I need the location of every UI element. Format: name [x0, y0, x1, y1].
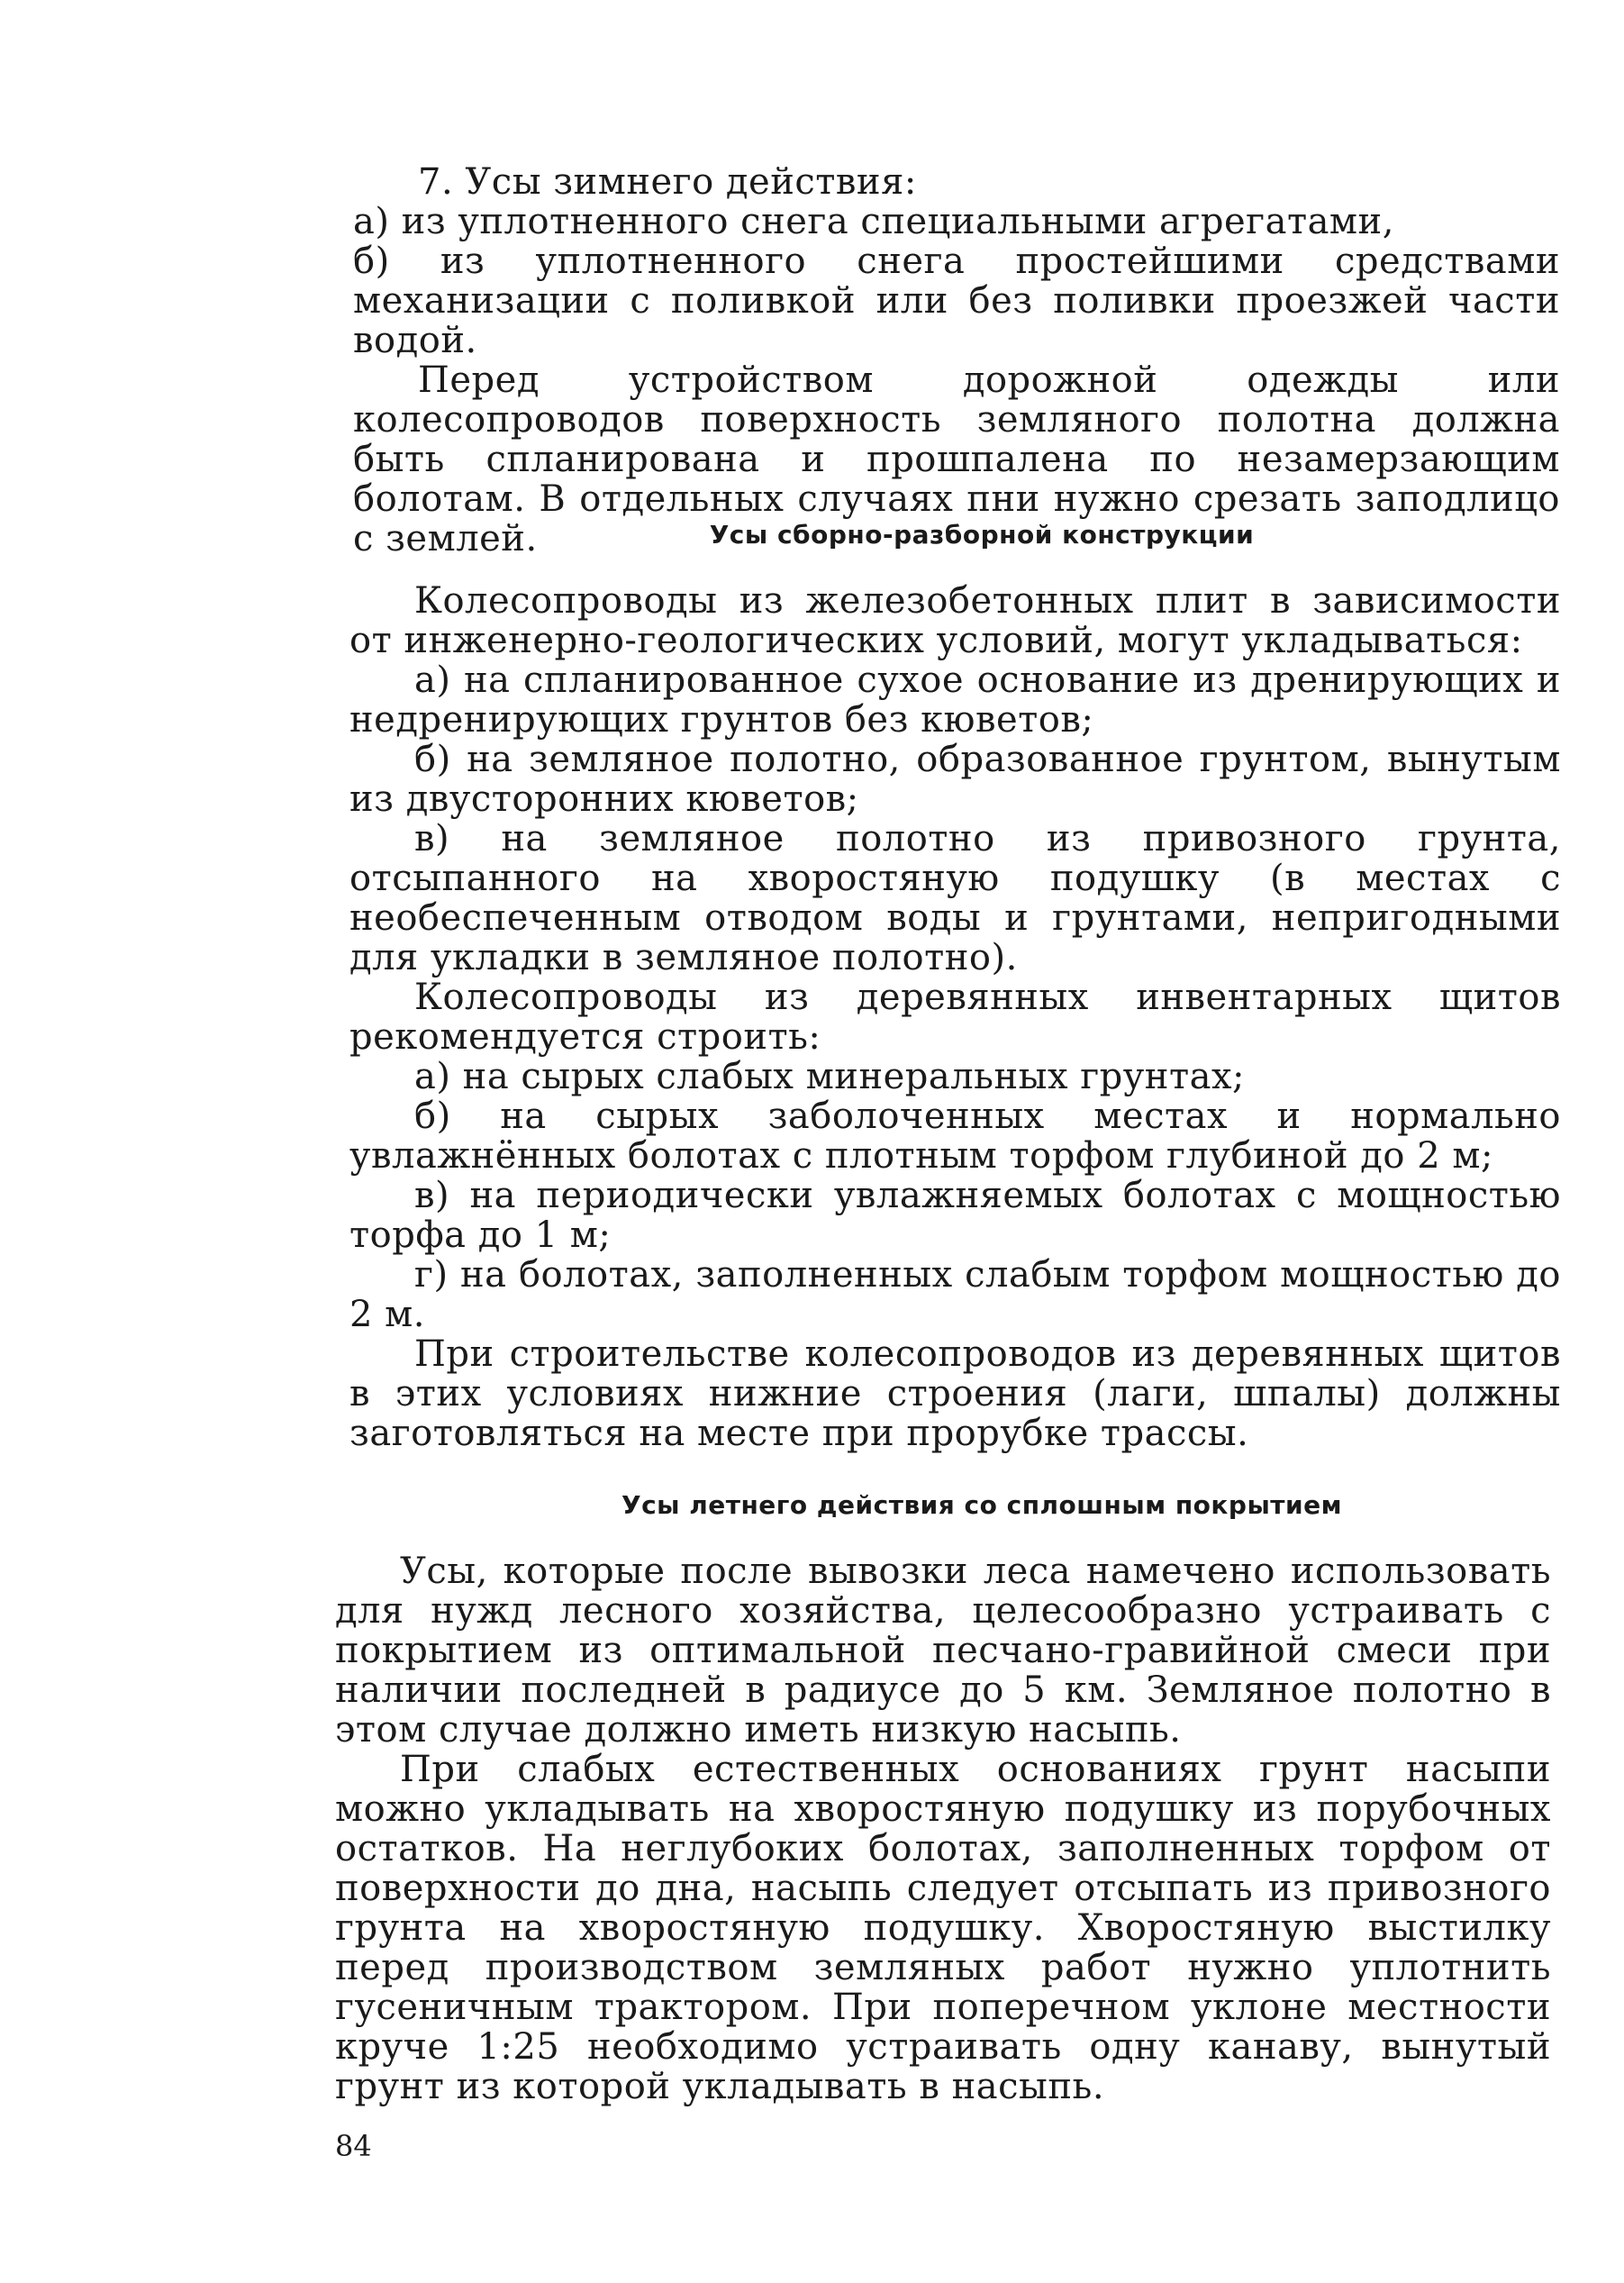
section-heading-2: Усы летнего действия со сплошным покрытием	[621, 1490, 1343, 1520]
section-1-item-b: б) на земляное полотно, образованное грунтом, вынутым из двусторонних кюветов;	[349, 739, 1561, 820]
list-item-a: а) из уплотненного снега специальными агрегатами,	[353, 201, 1394, 242]
section-1-body	[349, 581, 1561, 1453]
paragraph-preparation: Перед устройством дорожной одежды или колесопроводов поверхность земляного полотна должна быть спланирована и прошпалена по незамерзающим болотам. В отдельных случаях пни нужно срезать заподлицо с землей.	[353, 359, 1560, 559]
section-heading-1: Усы сборно-разборной конструкции	[709, 520, 1255, 550]
section-1-closing: При строительстве колесопроводов из деревянных щитов в этих условиях нижние строения (лаги, шпалы) должны заготовляться на месте при прорубке трассы.	[349, 1333, 1561, 1454]
section-1-item2-b: б) на сырых заболоченных местах и нормально увлажнённых болотах с плотным торфом глубиной до 2 м;	[349, 1096, 1561, 1177]
top-list-block	[353, 162, 1560, 559]
section-2-body	[335, 1551, 1551, 2106]
list-item-b: б) из уплотненного снега простейшими средствами механизации с поливкой или без поливки проезжей части водой.	[353, 241, 1560, 361]
page-number: 84	[335, 2129, 372, 2163]
section-1-item2-d: г) на болотах, заполненных слабым торфом мощностью до 2 м.	[349, 1254, 1561, 1335]
section-2-paragraph-1: Усы, которые после вывозки леса намечено использовать для нужд лесного хозяйства, целесообразно устраивать с покрытием из оптимальной песчано-гравийной смеси при наличии последней в радиусе до 5 км. Земляное полотно в этом случае должно иметь низкую насыпь.	[335, 1551, 1551, 1751]
section-1-item-a: а) на спланированное сухое основание из дренирующих и недренирующих грунтов без кюветов;	[349, 659, 1561, 741]
section-1-item2-a: а) на сырых слабых минеральных грунтах;	[414, 1056, 1245, 1097]
section-1-item-c: в) на земляное полотно из привозного грунта, отсыпанного на хворостяную подушку (в местах с необеспеченным отводом воды и грунтами, непригодными для укладки в земляное полотно).	[349, 818, 1561, 978]
section-1-item2-c: в) на периодически увлажняемых болотах с мощностью торфа до 1 м;	[349, 1175, 1561, 1256]
section-2-paragraph-2: При слабых естественных основаниях грунт насыпи можно укладывать на хворостяную подушку из порубочных остатков. На неглубоких болотах, заполненных торфом от поверхности до дна, насыпь следует отсыпать из привозного грунта на хворостяную подушку. Хворостяную выстилку перед производством земляных работ нужно уплотнить гусеничным трактором. При поперечном уклоне местности круче 1:25 необходимо устраивать одну канаву, вынутый грунт из которой укладывать в насыпь.	[335, 1749, 1551, 2107]
list-intro: 7. Усы зимнего действия:	[418, 161, 917, 203]
section-1-intro: Колесопроводы из железобетонных плит в зависимости от инженерно-геологических условий, могут укладываться:	[349, 580, 1561, 661]
section-1-intro-2: Колесопроводы из деревянных инвентарных щитов рекомендуется строить:	[349, 977, 1561, 1058]
